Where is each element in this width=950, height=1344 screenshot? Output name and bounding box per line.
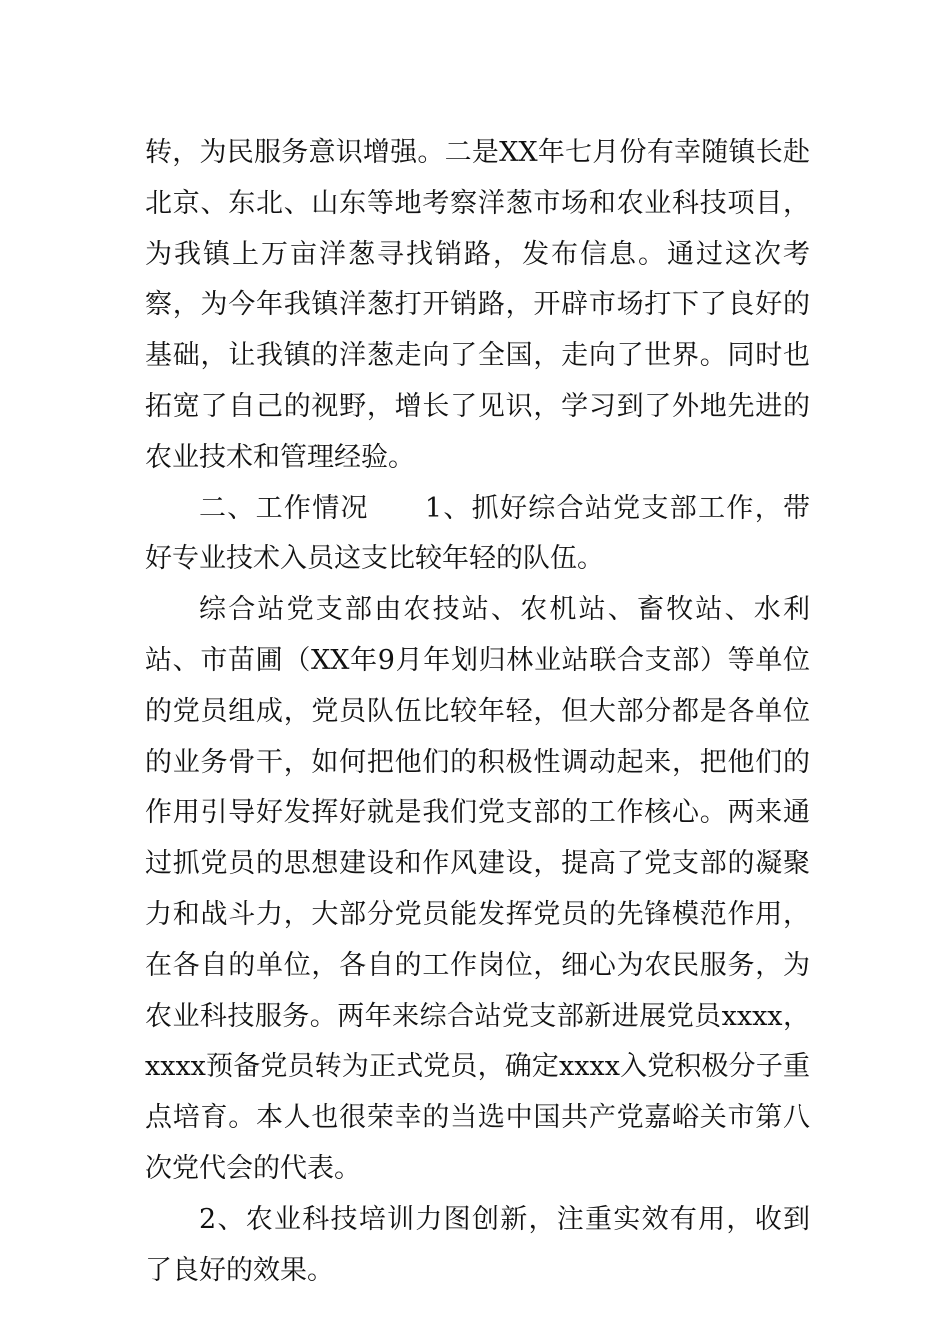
- section-heading: 二、工作情况: [199, 492, 369, 524]
- item-1-title: 1、抓好综合站党支部工作，带好专业技术入员这支比较年轻的队伍。: [145, 492, 810, 575]
- paragraph-party-branch: 综合站党支部由农技站、农机站、畜牧站、水利站、市苗圃（XX年9月年划归林业站联合支部）等单位的党员组成，党员队伍比较年轻，但大部分都是各单位的业务骨干，如何把他们的积极性调动起来，把他们的作用引导好发挥好就是我们党支部的工作核心。两来通过抓党员的思想建设和作风建设，提高了党支部的凝聚力和战斗力，大部分党员能发挥党员的先锋模范作用，在各自的单位，各自的工作岗位，细心为农民服务，为农业科技服务。两年来综合站党支部新进展党员xxxx，xxxx预备党员转为正式党员，确定xxxx入党积极分子重点培育。本人也很荣幸的当选中国共产党嘉峪关市第八次党代会的代表。: [145, 594, 810, 1184]
- paragraph-continuation: 转，为民服务意识增强。二是XX年七月份有幸随镇长赴北京、东北、山东等地考察洋葱市场和农业科技项目，为我镇上万亩洋葱寻找销路，发布信息。通过这次考察，为今年我镇洋葱打开销路，开辟市场打下了良好的基础，让我镇的洋葱走向了全国，走向了世界。同时也拓宽了自己的视野，增长了见识，学习到了外地先进的农业技术和管理经验。: [145, 137, 810, 473]
- document-body: [145, 128, 810, 1296]
- paragraph-training: 2、农业科技培训力图创新，注重实效有用，收到了良好的效果。: [145, 1203, 810, 1286]
- paragraph-work-situation: [145, 484, 810, 586]
